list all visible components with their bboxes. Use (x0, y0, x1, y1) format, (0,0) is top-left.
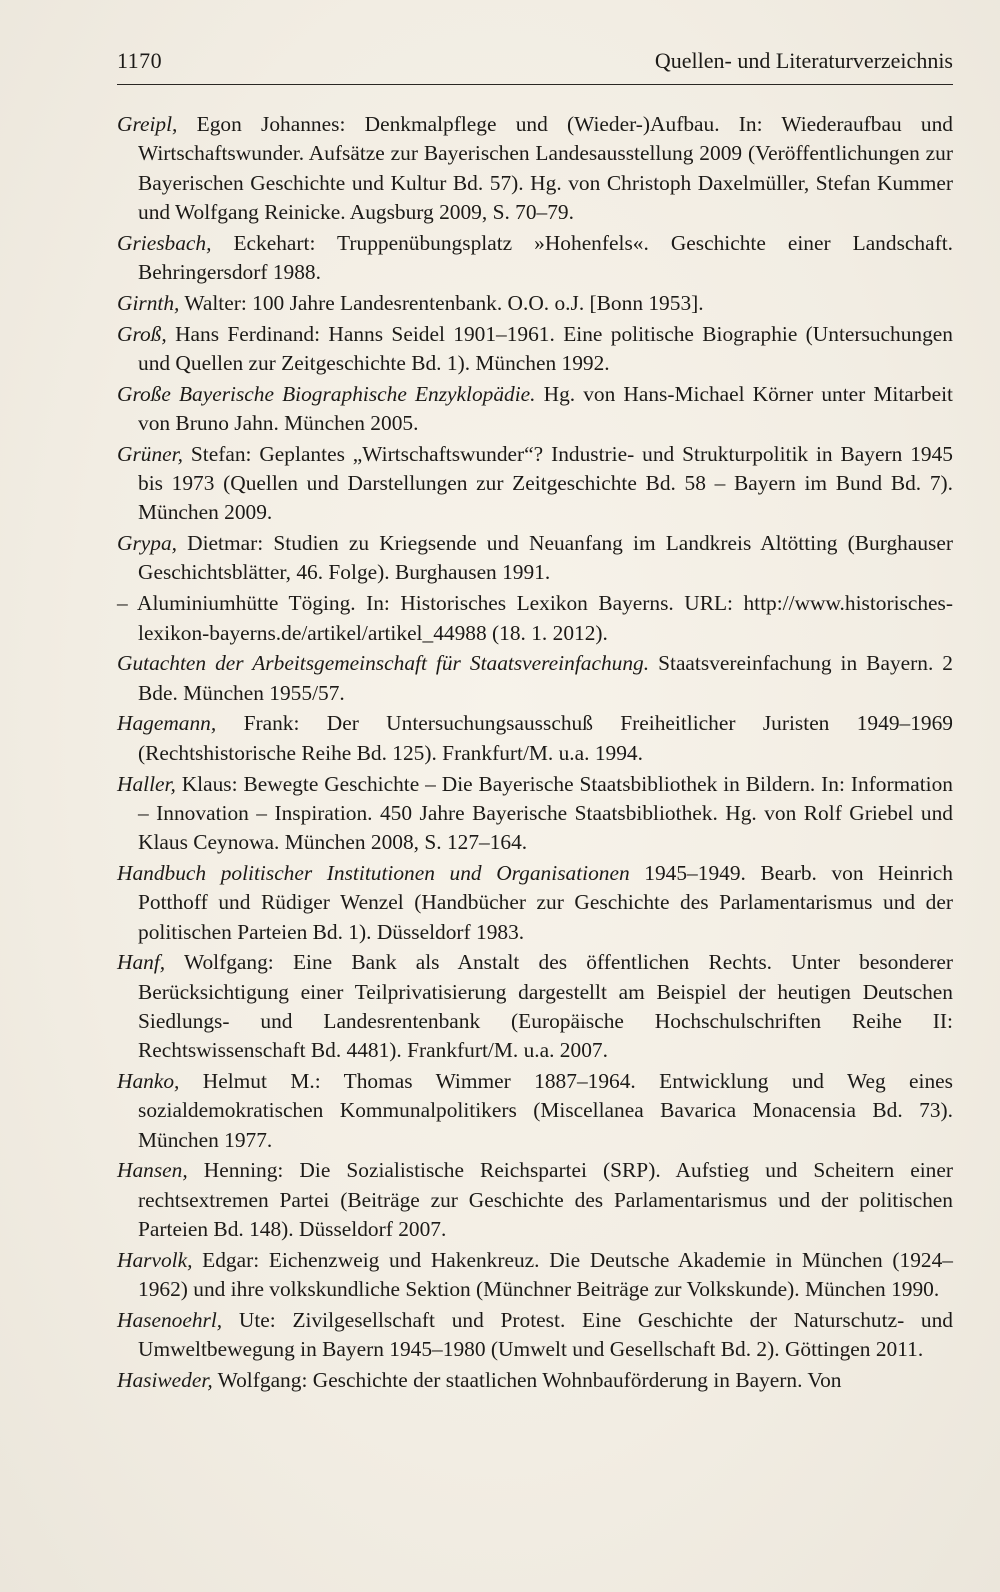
entry-text: Ute: Zivilgesellschaft und Protest. Eine Geschichte der Naturschutz- und Umweltbewegung in Bayern 1945–1980 (Umwelt und Gesellschaft Bd. 2). Göttingen 2011. (138, 1307, 953, 1362)
entry-text: Eckehart: Truppenübungsplatz »Hohenfels«. Geschichte einer Landschaft. Behringersdorf 1988. (138, 230, 953, 284)
entry-lead: Grüner, (117, 441, 183, 466)
entry-lead: Große Bayerische Biographische Enzyklopädie. (117, 381, 536, 406)
bibliography-entry-hansen (117, 1156, 953, 1244)
entry-text: Hans Ferdinand: Hanns Seidel 1901–1961. Eine politische Biographie (Untersuchungen und Quellen zur Zeitgeschichte Bd. 1). München 1992. (138, 321, 953, 375)
bibliography-entry-gruener (117, 440, 953, 528)
entry-text: Staatsvereinfachung in Bayern. 2 Bde. München 1955/57. (138, 651, 954, 705)
entry-text: Walter: 100 Jahre Landesrentenbank. O.O. o.J. [Bonn 1953]. (179, 290, 704, 315)
entry-text: Klaus: Bewegte Geschichte – Die Bayerische Staatsbibliothek in Bildern. In: Information – Innovation – Inspiration. 450 Jahre Bayerische Staatsbibliothek. Hg. von Rolf Griebel und Klaus Ceynowa. München 2008, S. 127–164. (138, 771, 953, 855)
bibliography-entry-hanf (117, 948, 953, 1065)
entry-text: 1945–1949. Bearb. von Heinrich Potthoff und Rüdiger Wenzel (Handbücher zur Geschichte des Parlamentarismus und der politischen Parteien Bd. 1). Düsseldorf 1983. (138, 860, 953, 944)
entry-lead: Harvolk, (117, 1247, 193, 1272)
bibliography-entry-grypa (117, 529, 953, 588)
entry-lead: Hanko, (117, 1069, 180, 1093)
entry-text: Edgar: Eichenzweig und Hakenkreuz. Die Deutsche Akademie in München (1924–1962) und ihre volkskundliche Sektion (Münchner Beiträge zur Volkskunde). München 1990. (138, 1247, 953, 1302)
entry-lead: Hasenoehrl, (117, 1307, 223, 1332)
running-head: Quellen- und Literaturverzeichnis (654, 48, 953, 73)
bibliography-list (117, 110, 953, 1397)
page-number: 1170 (117, 48, 163, 73)
entry-lead: Hansen, (117, 1158, 188, 1183)
entry-text: Dietmar: Studien zu Kriegsende und Neuanfang im Landkreis Altötting (Burghauser Geschichtsblätter, 46. Folge). Burghausen 1991. (138, 531, 953, 585)
entry-lead: Girnth, (117, 290, 180, 315)
entry-lead: Groß, (117, 321, 167, 346)
entry-text: Frank: Der Untersuchungsausschuß Freiheitlicher Juristen 1949–1969 (Rechtshistorische Reihe Bd. 125). Frankfurt/M. u.a. 1994. (138, 711, 953, 765)
bibliography-entry-harvolk (117, 1246, 953, 1305)
entry-text: Hg. von Hans-Michael Körner unter Mitarbeit von Bruno Jahn. München 2005. (138, 381, 953, 435)
bibliography-entry-greipl (117, 110, 953, 227)
entry-text: Aluminiumhütte Töging. In: Historisches Lexikon Bayerns. URL: http://www.historisches-lexikon-bayerns.de/artikel/artikel_44988 (18. 1. 2012). (127, 591, 953, 645)
entry-text: Wolfgang: Geschichte der staatlichen Wohnbauförderung in Bayern. Von (212, 1367, 842, 1392)
entry-lead: Hagemann, (117, 711, 217, 736)
bibliography-entry-girnth (117, 289, 953, 318)
page-header (117, 44, 953, 85)
bibliography-entry-hasiweder (117, 1366, 953, 1395)
bibliography-entry-gutachten (117, 649, 953, 708)
entry-lead: Handbuch politischer Institutionen und Organisationen (117, 860, 630, 885)
entry-lead: Gutachten der Arbeitsgemeinschaft für Staatsvereinfachung. (117, 651, 650, 676)
entry-lead: Griesbach, (117, 230, 212, 255)
repeat-author-dash: – (117, 591, 128, 616)
entry-text: Henning: Die Sozialistische Reichspartei (SRP). Aufstieg und Scheitern einer rechtsextremen Partei (Beiträge zur Geschichte des Parlamentarismus und der politischen Parteien Bd. 148). Düsseldorf 2007. (138, 1158, 953, 1241)
entry-lead: Hasiweder, (117, 1367, 213, 1392)
bibliography-entry-hagemann (117, 709, 953, 768)
bibliography-entry-grypa-2 (117, 589, 953, 648)
bibliography-entry-handbuch (117, 859, 953, 947)
bibliography-entry-grosse (117, 380, 953, 439)
bibliography-entry-hanko (117, 1067, 953, 1155)
entry-lead: Haller, (117, 771, 176, 796)
entry-lead: Greipl, (117, 112, 178, 136)
entry-lead: Grypa, (117, 531, 178, 556)
bibliography-entry-haller (117, 770, 953, 858)
bibliography-entry-hasenoehrl (117, 1306, 953, 1365)
entry-text: Wolfgang: Eine Bank als Anstalt des öffentlichen Rechts. Unter besonderer Berücksichtigung einer Teilprivatisierung dargestellt am Beispiel der heutigen Deutschen Siedlungs- und Landesrentenbank (Europäische Hochschulschriften Reihe II: Rechtswissenschaft Bd. 4481). Frankfurt/M. u.a. 2007. (138, 950, 953, 1063)
entry-text: Helmut M.: Thomas Wimmer 1887–1964. Entwicklung und Weg eines sozialdemokratischen Kommunalpolitikers (Miscellanea Bavarica Monacensia Bd. 73). München 1977. (138, 1069, 953, 1152)
bibliography-entry-gross (117, 320, 953, 379)
entry-text: Egon Johannes: Denkmalpflege und (Wieder-)Aufbau. In: Wiederaufbau und Wirtschaftswunder. Aufsätze zur Bayerischen Landesausstellung 2009 (Veröffentlichungen zur Bayerischen Geschichte und Kultur Bd. 57). Hg. von Christoph Daxelmüller, Stefan Kummer und Wolfgang Reinicke. Augsburg 2009, S. 70–79. (138, 112, 953, 224)
entry-lead: Hanf, (117, 950, 166, 975)
bibliography-entry-griesbach (117, 229, 953, 288)
entry-text: Stefan: Geplantes „Wirtschaftswunder“? Industrie- und Strukturpolitik in Bayern 1945 bis 1973 (Quellen und Darstellungen zur Zeitgeschichte Bd. 58 – Bayern im Bund Bd. 7). München 2009. (138, 441, 953, 525)
